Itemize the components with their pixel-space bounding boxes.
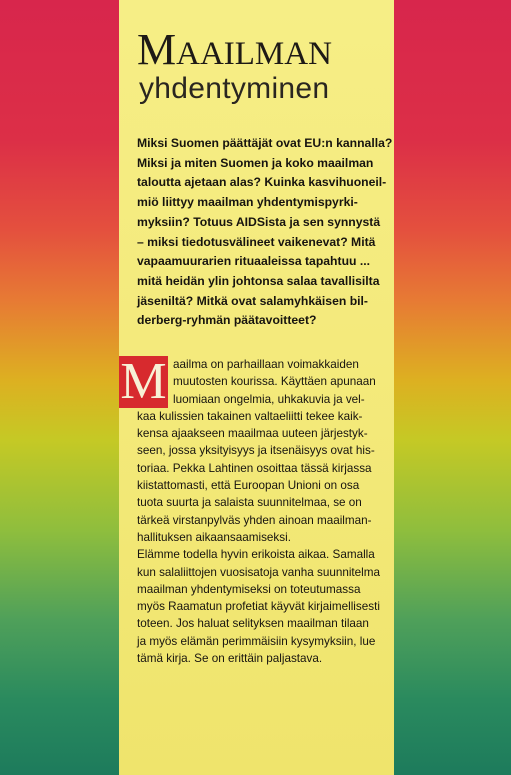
body-line: toteen. Jos haluat selityksen maailman tilaan: [137, 617, 369, 631]
body-line: tärkeä virstanpylväs yhden ainoan maailman-: [137, 513, 372, 527]
intro-line: miö liittyy maailman yhdentymispyrki-: [137, 195, 358, 210]
intro-line: vapaamuurarien rituaaleissa tapahtuu ...: [137, 254, 370, 269]
intro-line: taloutta ajetaan alas? Kuinka kasvihuoneil-: [137, 175, 387, 190]
intro-line: mitä heidän ylin johtonsa salaa tavallisilta: [137, 273, 380, 288]
body-line: ja myös elämän perimmäisiin kysymyksiin, lue: [137, 634, 376, 648]
body-line: luomiaan ongelmia, uhkakuvia ja vel-: [173, 392, 365, 406]
body-line: myös Raamatun profetiat käyvät kirjaimellisesti: [137, 600, 380, 614]
body-line: kensa ajaakseen maailmaa uuteen järjestyk-: [137, 427, 368, 441]
body-line: hallituksen aikaansaamiseksi.: [137, 530, 291, 544]
intro-line: derberg-ryhmän päätavoitteet?: [137, 313, 317, 328]
body-line: kiistattomasti, että Euroopan Unioni on osa: [137, 479, 360, 493]
intro-line: Miksi Suomen päättäjät ovat EU:n kannalla?: [137, 136, 393, 150]
intro-line: – miksi tiedotusvälineet vaikenevat? Mitä: [137, 234, 376, 249]
intro-questions: [137, 134, 393, 331]
body-line: maailman yhdentymiseksi on toteutumassa: [137, 582, 361, 596]
intro-line: Miksi ja miten Suomen ja koko maailman: [137, 155, 374, 170]
body-paragraphs: [137, 356, 393, 667]
intro-line: jäseniltä? Mitkä ovat salamyhkäisen bil-: [137, 293, 368, 308]
body-line: tuota suurta ja salaista suunnitelmaa, se on: [137, 496, 362, 510]
title-rest: AAILMAN: [176, 36, 332, 72]
intro-line: myksiin? Totuus AIDSista ja sen synnystä: [137, 214, 381, 229]
body-line: Elämme todella hyvin erikoista aikaa. Samalla: [137, 548, 375, 562]
drop-cap: M: [120, 353, 167, 410]
body-line: kaa kulissien takainen valtaeliitti tekee kaik-: [137, 409, 363, 423]
title-capital: M: [137, 25, 177, 74]
body-line: kun salaliittojen vuosisatoja vanha suunnitelma: [137, 565, 380, 579]
body-line: tämä kirja. Se on erittäin paljastava.: [137, 652, 323, 666]
body-line: aailma on parhaillaan voimakkaiden: [173, 358, 359, 371]
body-line: toriaa. Pekka Lahtinen osoittaa tässä kirjassa: [137, 461, 372, 475]
book-subtitle: yhdentyminen: [139, 72, 330, 105]
body-line: seen, jossa yksityisyys ja itsenäisyys ovat his-: [137, 444, 375, 458]
book-title: [137, 25, 397, 74]
body-line: muutosten kourissa. Käyttäen apunaan: [173, 375, 376, 389]
